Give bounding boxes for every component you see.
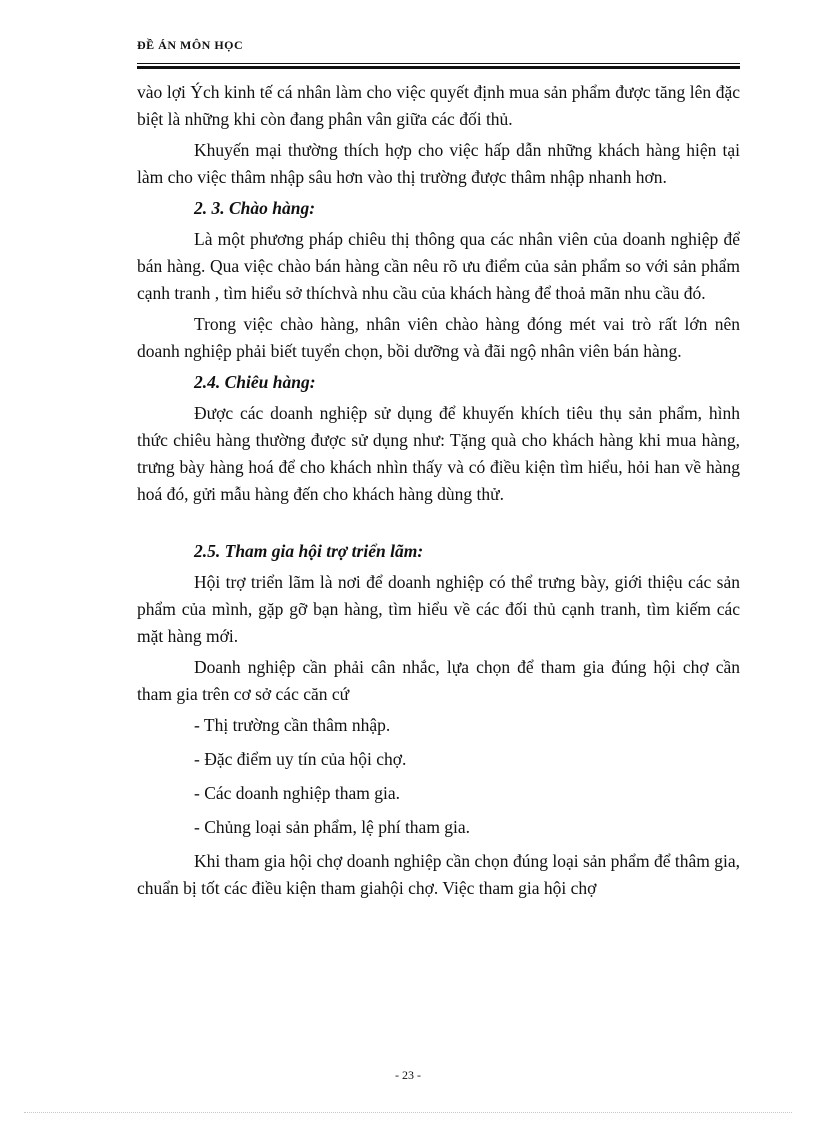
paragraph: Hội trợ triển lãm là nơi để doanh nghiệp có thể trưng bày, giới thiệu các sản phẩm của mình, gặp gỡ bạn hàng, tìm hiểu về các đối thủ cạnh tranh, tìm kiếm các mặt hàng mới.: [137, 572, 740, 646]
paragraph: Được các doanh nghiệp sử dụng để khuyến khích tiêu thụ sản phẩm, hình thức chiêu hàng thường được sử dụng như: Tặng quà cho khách hàng khi mua hàng, trưng bày hàng hoá để cho khách nhìn thấy và có điều kiện tìm hiểu, hỏi han về hàng hoá đó, gửi mẫu hàng đến cho khách hàng dùng thử.: [137, 403, 740, 504]
section-heading-chao-hang: 2. 3. Chào hàng:: [194, 198, 316, 218]
list-item: - Chủng loại sản phẩm, lệ phí tham gia.: [194, 817, 471, 837]
page-bottom-border: [24, 1112, 792, 1113]
paragraph: Doanh nghiệp cần phải cân nhắc, lựa chọn để tham gia đúng hội chợ cần tham gia trên cơ sở các căn cứ: [137, 657, 740, 704]
paragraph: vào lợi Ých kinh tế cá nhân làm cho việc quyết định mua sản phẩm được tăng lên đặc biệt là những khi còn đang phân vân giữa các đối thủ.: [137, 82, 740, 129]
paragraph: Khuyến mại thường thích hợp cho việc hấp dẫn những khách hàng hiện tại làm cho việc thâm nhập sâu hơn vào thị trường được thâm nhập nhanh hơn.: [137, 140, 740, 187]
paragraph: Trong việc chào hàng, nhân viên chào hàng đóng mét vai trò rất lớn nên doanh nghiệp phải biết tuyển chọn, bồi dưỡng và đãi ngộ nhân viên bán hàng.: [137, 314, 740, 361]
paragraph: Là một phương pháp chiêu thị thông qua các nhân viên của doanh nghiệp để bán hàng. Qua việc chào bán hàng cần nêu rõ ưu điểm của sản phẩm so với sản phẩm cạnh tranh , tìm hiểu sở thíchvà nhu cầu của khách hàng để thoả mãn nhu cầu đó.: [137, 229, 740, 303]
list-item: - Các doanh nghiệp tham gia.: [194, 783, 401, 803]
document-body: [137, 79, 740, 906]
section-heading-hoi-tro: 2.5. Tham gia hội trợ triển lãm:: [194, 541, 424, 561]
section-heading-chieu-hang: 2.4. Chiêu hàng:: [194, 372, 316, 392]
document-header-title: ĐỀ ÁN MÔN HỌC: [137, 38, 244, 52]
list-item: - Đặc điểm uy tín của hội chợ.: [194, 749, 407, 769]
list-item: - Thị trường cần thâm nhập.: [194, 715, 391, 735]
paragraph: Khi tham gia hội chợ doanh nghiệp cần chọn đúng loại sản phẩm để thâm gia, chuẩn bị tốt các điều kiện tham giahội chợ. Việc tham gia hội chợ: [137, 851, 740, 898]
paragraph-spacer: [137, 512, 740, 538]
header-rule-thin: [137, 63, 740, 64]
page-number: - 23 -: [395, 1068, 421, 1082]
header-rule-thick: [137, 66, 740, 69]
